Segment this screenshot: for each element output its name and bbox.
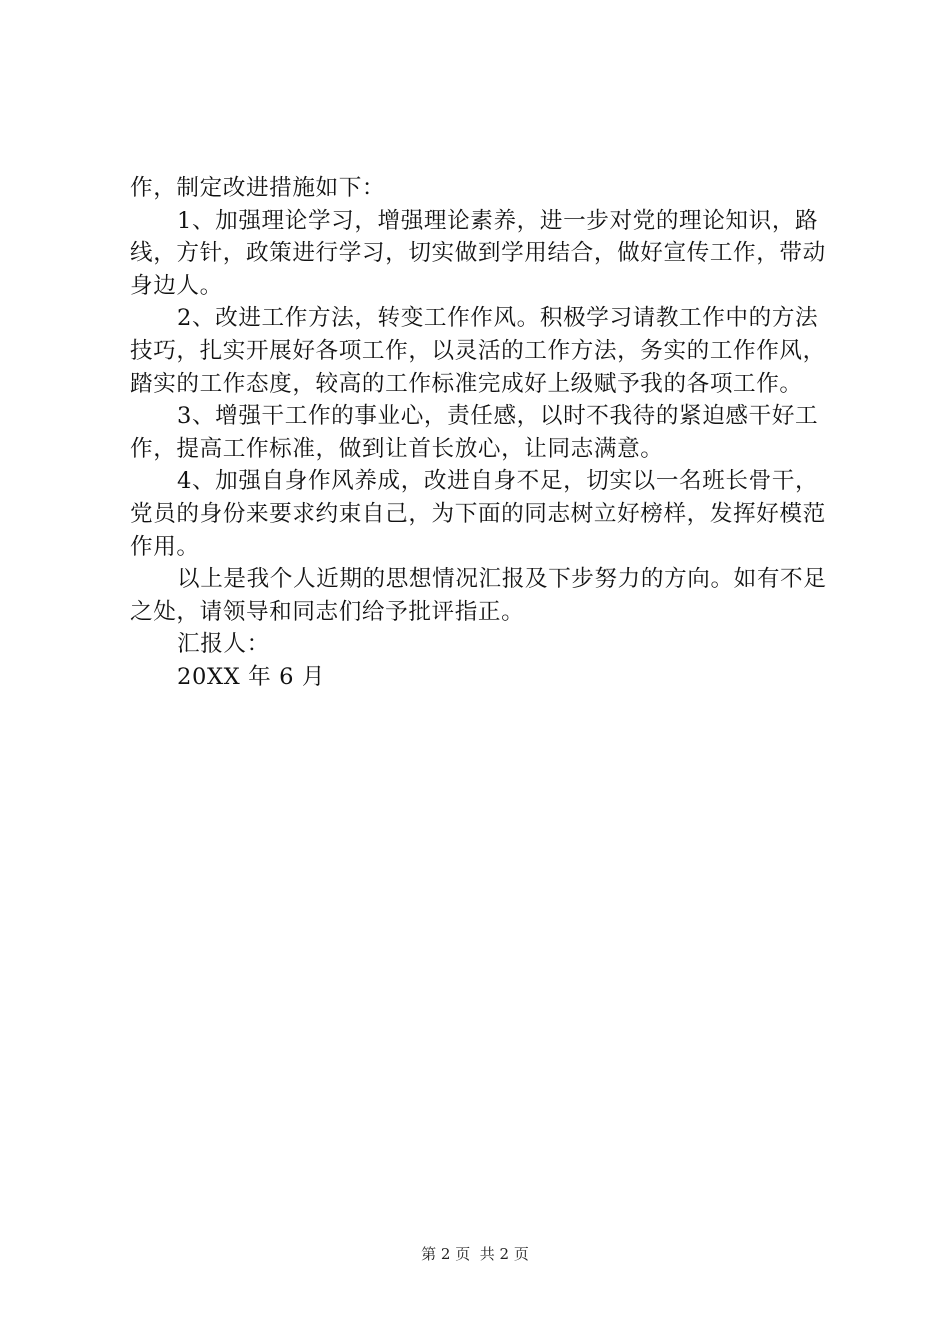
paragraph-intro-continuation: 作，制定改进措施如下：: [130, 175, 386, 201]
page-number: 第 2 页 共 2 页: [421, 1245, 529, 1263]
paragraph-measure-1: 1、加强理论学习，增强理论素养，进一步对党的理论知识，路线，方针，政策进行学习，切实做到学用结合，做好宣传工作，带动身边人。: [130, 207, 826, 299]
paragraph-measure-3: 3、增强干工作的事业心，责任感，以时不我待的紧迫感干好工作，提高工作标准，做到让首长放心，让同志满意。: [130, 403, 819, 462]
page-footer: [0, 1244, 950, 1264]
report-date: 20XX 年 6 月: [177, 663, 326, 690]
paragraph-closing: 以上是我个人近期的思想情况汇报及下步努力的方向。如有不足之处，请领导和同志们给予批评指正。: [130, 566, 827, 625]
document-body: [130, 172, 830, 694]
paragraph-measure-2: 2、改进工作方法，转变工作作风。积极学习请教工作中的方法技巧，扎实开展好各项工作，以灵活的工作方法，务实的工作作风，踏实的工作态度，较高的工作标准完成好上级赋予我的各项工作。: [130, 305, 826, 397]
signature-label: 汇报人：: [177, 631, 270, 658]
paragraph-measure-4: 4、加强自身作风养成，改进自身不足，切实以一名班长骨干，党员的身份来要求约束自己，为下面的同志树立好榜样，发挥好模范作用。: [130, 468, 826, 560]
